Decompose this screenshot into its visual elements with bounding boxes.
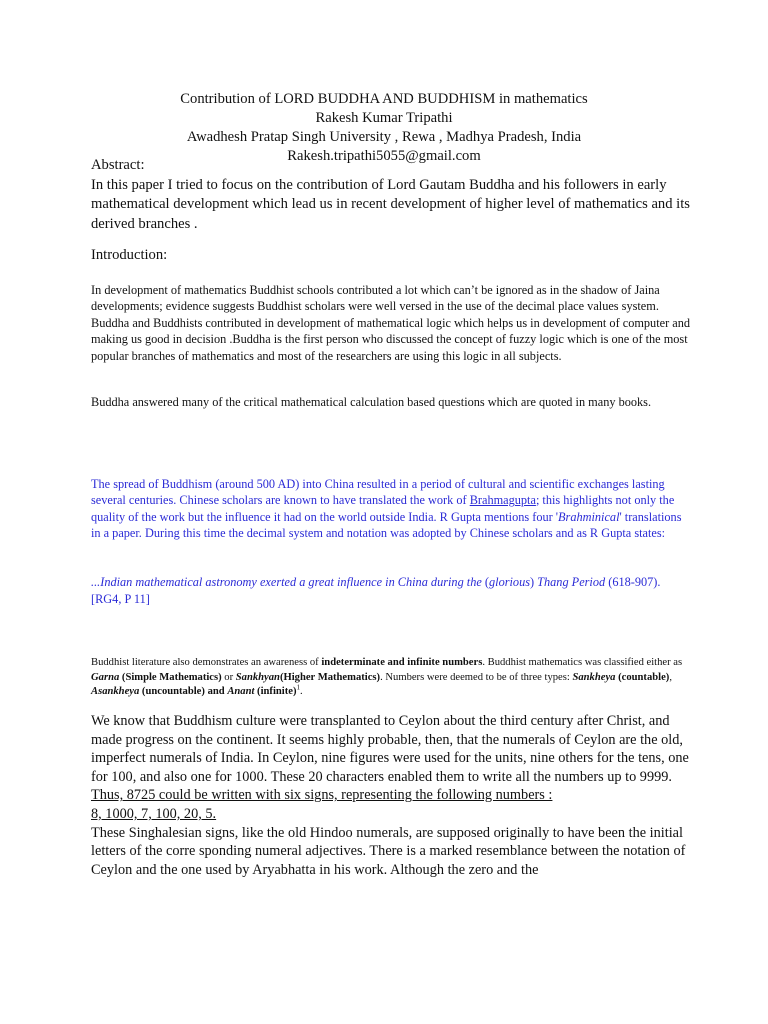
- china-text-1: The spread of Buddhism (around 500 AD) into China resulted in a period of cultural and scientific exchanges lasting several centuries. Chinese scholars are known to have translated the work of: [91, 477, 665, 508]
- ceylon-paragraph-2: These Singhalesian signs, like the old Hindoo numerals, are supposed originally to have been the initial letters of the corre sponding numeral adjectives. There is a marked resemblance between the notation of Ceylon and the one used by Aryabhatta in his work. Although the zero and the: [91, 824, 686, 878]
- ceylon-example-line: Thus, 8725 could be written with six signs, representing the following numbers :: [91, 787, 553, 804]
- brahmagupta-link[interactable]: Brahmagupta: [469, 493, 536, 508]
- lit-t5: ,: [669, 671, 672, 683]
- paper-header: [120, 90, 648, 166]
- lit-bi2: Sankhyan: [235, 671, 280, 683]
- quote-part-e: Thang Period: [537, 575, 606, 589]
- lit-t1: Buddhist literature also demonstrates an awareness of: [91, 657, 322, 668]
- lit-t4: . Numbers were deemed to be of three types:: [380, 671, 573, 683]
- china-paragraph: [91, 476, 691, 542]
- ceylon-paragraph-1: We know that Buddhism culture were transplanted to Ceylon about the third century after Christ, and made progress on the continent. It seems highly probable, then, that the numerals of Ceylon are the old, imperfect numerals of India. In Ceylon, nine figures were used for the units, nine others for the tens, one for 100, and also one for 1000. These 20 characters enabled them to write all the numbers up to 9999.: [91, 713, 689, 785]
- lit-t3: or: [221, 671, 236, 683]
- lit-b1: indeterminate and infinite numbers: [321, 657, 483, 668]
- author-affiliation: Awadhesh Pratap Singh University , Rewa , Madhya Pradesh, India: [186, 129, 582, 145]
- quote-part-a: ...Indian mathematical astronomy exerted a great influence in China during the: [91, 575, 482, 589]
- introduction-heading: Introduction:: [91, 247, 168, 263]
- introduction-paragraph-1: In development of mathematics Buddhist schools contributed a lot which can’t be ignored as in the shadow of Jaina developments; evidence suggests Buddhist scholars were well versed in the use of the decimal place values system. Buddha and Buddhists contributed in development of mathematical logic which helps us in development of computer and making us good in decision .Buddha is the first person who discussed the concept of fuzzy logic which is one of the most popular branches of mathematics and most of the researchers are using this logic in all subjects.: [91, 283, 690, 363]
- ceylon-section: [91, 712, 691, 879]
- lit-t6: .: [299, 686, 303, 697]
- lit-b5: (uncountable): [139, 686, 205, 697]
- footnote-marker[interactable]: 1: [296, 683, 300, 692]
- lit-b7: (infinite): [254, 686, 297, 697]
- lit-b2: (Simple Mathematics): [119, 671, 222, 683]
- lit-b4: (countable): [615, 671, 670, 683]
- quote-part-c: glorious: [489, 575, 530, 589]
- author-name: Rakesh Kumar Tripathi: [315, 110, 453, 126]
- author-email: Rakesh.tripathi5055@gmail.com: [287, 148, 481, 164]
- quote-paragraph: [91, 574, 691, 607]
- abstract-section: [91, 156, 691, 234]
- introduction-paragraph-2: Buddha answered many of the critical mathematical calculation based questions which are quoted in many books.: [91, 395, 652, 409]
- quote-part-f: (618-907). [RG4, P 11]: [91, 575, 661, 606]
- lit-t2: . Buddhist mathematics was classified either as: [482, 657, 683, 668]
- literature-paragraph: [91, 656, 691, 700]
- lit-bi3: Sankheya: [572, 671, 616, 683]
- china-text-2: ; this highlights not only the quality of the work but the influence it had on the world outside India. R Gupta mentions four ': [91, 493, 675, 524]
- lit-bi5: Anant: [227, 686, 255, 697]
- ceylon-numbers-line: 8, 1000, 7, 100, 20, 5.: [91, 805, 217, 822]
- lit-bi4: Asankheya: [91, 686, 140, 697]
- china-italic: Brahminical: [558, 509, 620, 524]
- lit-b6: and: [204, 686, 228, 697]
- lit-bi1: Garna: [91, 671, 120, 683]
- china-text-3: ' translations in a paper. During this time the decimal system and notation was adopted by Chinese scholars and as R Gupta states:: [91, 509, 682, 541]
- lit-b3: (Higher Mathematics): [279, 671, 381, 683]
- quote-part-d: ): [530, 575, 538, 589]
- quote-part-b: (: [481, 575, 489, 589]
- abstract-heading: Abstract:: [91, 157, 145, 173]
- paper-title: Contribution of LORD BUDDHA AND BUDDHISM in mathematics: [180, 91, 588, 107]
- abstract-text: In this paper I tried to focus on the contribution of Lord Gautam Buddha and his followers in early mathematical development which lead us in recent development of higher level of mathematics and its derived branches .: [91, 176, 690, 232]
